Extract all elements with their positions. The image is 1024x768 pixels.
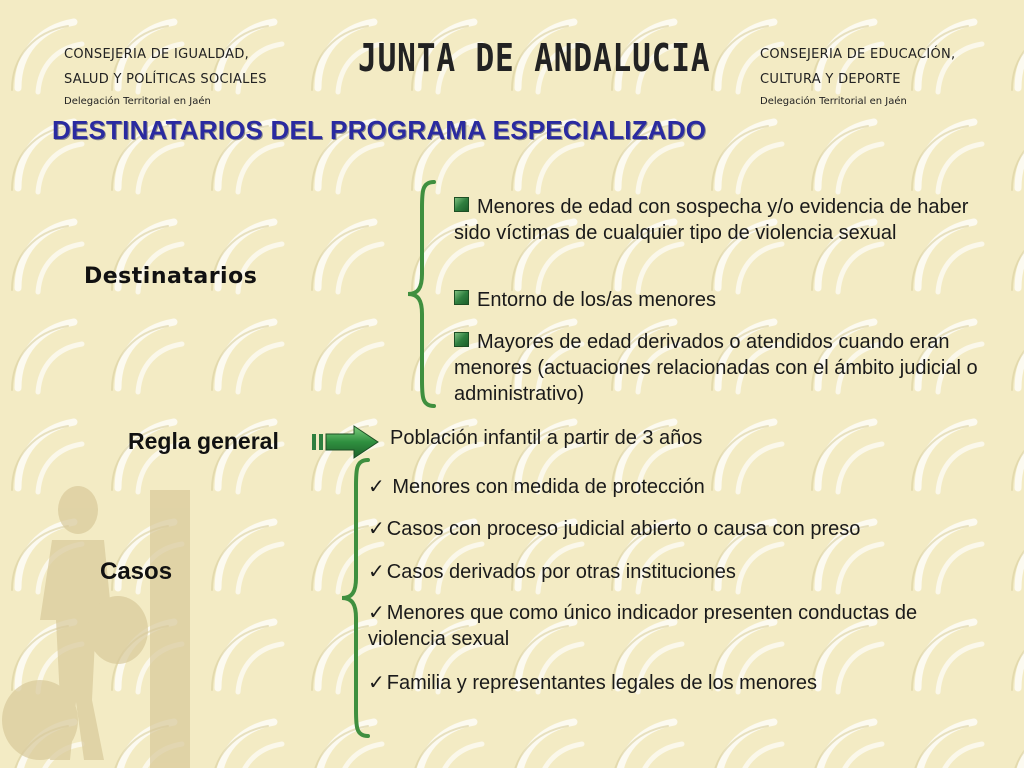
- destinatarios-item-1: [454, 194, 994, 246]
- destinatarios-item-2: [454, 287, 994, 313]
- regla-general-label: Regla general: [128, 428, 279, 454]
- junta-brand-logo: JUNTA DE ANDALUCIA: [358, 36, 711, 80]
- casos-item-1-text: Menores con medida de protección: [386, 476, 705, 498]
- casos-item-3: [368, 559, 736, 585]
- header-left-line3: Delegación Territorial en Jaén: [64, 96, 211, 107]
- checkmark-icon: ✓: [368, 476, 385, 498]
- destinatarios-item-3: [454, 329, 994, 407]
- casos-item-5-text: Familia y representantes legales de los menores: [386, 672, 817, 694]
- destinatarios-brace: [404, 178, 440, 410]
- casos-item-4: [368, 600, 998, 652]
- casos-item-3-text: Casos derivados por otras instituciones: [386, 561, 736, 583]
- header-left: [64, 42, 267, 112]
- coat-of-arms-emblem: [0, 470, 220, 768]
- header-right-line2: CULTURA Y DEPORTE: [760, 72, 901, 87]
- right-arrow-icon: [310, 424, 380, 460]
- checkmark-icon: ✓: [368, 518, 385, 540]
- casos-item-1: [368, 474, 705, 500]
- casos-item-4-text: Menores que como único indicador presenten conductas de violencia sexual: [368, 602, 918, 650]
- square-bullet-icon: [454, 332, 469, 347]
- casos-label: Casos: [100, 558, 173, 585]
- header-right-line3: Delegación Territorial en Jaén: [760, 96, 907, 107]
- header-left-line1: CONSEJERIA DE IGUALDAD,: [64, 47, 250, 62]
- header-right: [760, 42, 955, 112]
- square-bullet-icon: [454, 197, 469, 212]
- regla-general-text: Población infantil a partir de 3 años: [390, 427, 703, 449]
- header-right-line1: CONSEJERIA DE EDUCACIÓN,: [760, 47, 956, 62]
- casos-item-5: [368, 670, 817, 696]
- header-left-line2: SALUD Y POLÍTICAS SOCIALES: [64, 72, 267, 87]
- casos-item-2-text: Casos con proceso judicial abierto o causa con preso: [386, 518, 861, 540]
- destinatarios-item-3-text: Mayores de edad derivados o atendidos cuando eran menores (actuaciones relacionadas con el ámbito judicial o administrativo): [454, 331, 978, 405]
- casos-item-2: [368, 516, 860, 542]
- checkmark-icon: ✓: [368, 561, 385, 583]
- checkmark-icon: ✓: [368, 602, 385, 624]
- page-title: DESTINATARIOS DEL PROGRAMA ESPECIALIZADO: [52, 115, 707, 145]
- destinatarios-label: Destinatarios: [84, 264, 258, 289]
- destinatarios-item-2-text: Entorno de los/as menores: [477, 289, 717, 311]
- destinatarios-item-1-text: Menores de edad con sospecha y/o evidencia de haber sido víctimas de cualquier tipo de violencia sexual: [454, 196, 969, 244]
- checkmark-icon: ✓: [368, 672, 385, 694]
- square-bullet-icon: [454, 290, 469, 305]
